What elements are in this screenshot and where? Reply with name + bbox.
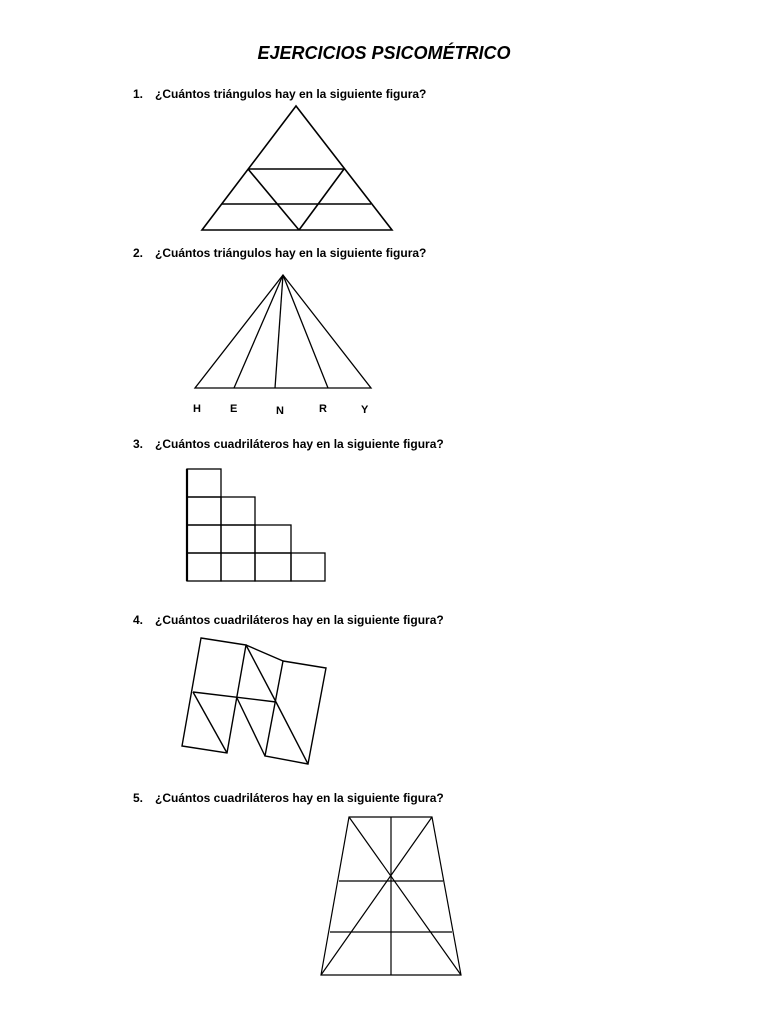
figure-3-staircase (187, 469, 325, 581)
question-number: 5. (133, 791, 144, 805)
question-text: ¿Cuántos cuadriláteros hay en la siguiente figura? (155, 791, 444, 805)
figure-5-trapezoid (321, 817, 461, 975)
question-number: 1. (133, 87, 144, 101)
page-title: EJERCICIOS PSICOMÉTRICO (257, 43, 511, 63)
figure-4-n-shape (182, 638, 326, 764)
question-text: ¿Cuántos cuadriláteros hay en la siguiente figura? (155, 437, 444, 451)
figure-2-labels (193, 403, 369, 417)
question-text: ¿Cuántos triángulos hay en la siguiente figura? (155, 246, 427, 260)
figure-2-triangle (195, 275, 371, 388)
question-number: 4. (133, 613, 144, 627)
question-text: ¿Cuántos triángulos hay en la siguiente figura? (155, 87, 427, 101)
label-e: E (230, 403, 238, 415)
label-r: R (319, 403, 327, 415)
label-n: N (276, 405, 284, 417)
figure-1-triangle (202, 106, 392, 230)
label-y: Y (361, 404, 369, 416)
question-number: 3. (133, 437, 144, 451)
question-number: 2. (133, 246, 144, 260)
question-text: ¿Cuántos cuadriláteros hay en la siguiente figura? (155, 613, 444, 627)
label-h: H (193, 403, 201, 415)
